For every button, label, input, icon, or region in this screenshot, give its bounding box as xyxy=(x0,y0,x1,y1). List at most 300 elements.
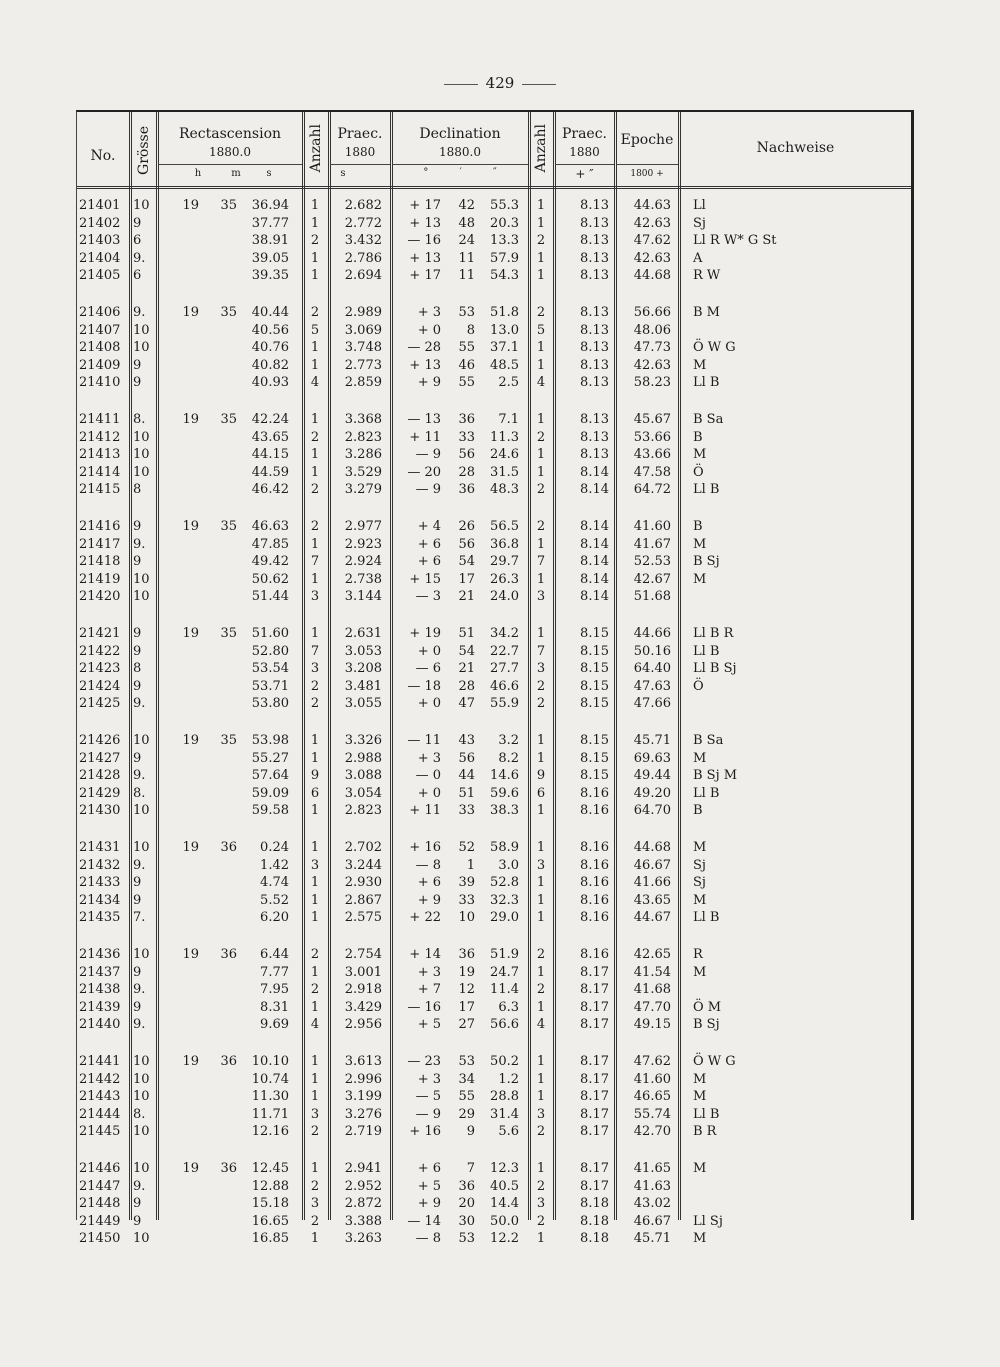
count-1: 2 xyxy=(310,519,320,534)
praec-decl: 8.13 xyxy=(580,305,609,320)
count-2: 1 xyxy=(536,464,546,480)
decl-minutes: 56 xyxy=(458,536,475,552)
ra-minutes: 35 xyxy=(220,305,237,320)
nachweise: B xyxy=(693,519,703,534)
ra-seconds: 59.09 xyxy=(251,785,289,801)
ra-seconds: 38.91 xyxy=(251,233,289,248)
ra-seconds: 53.80 xyxy=(251,696,289,711)
decl-degrees: + 5 xyxy=(417,1178,441,1194)
count-2: 1 xyxy=(536,412,546,427)
praec-ra: 3.388 xyxy=(344,1213,382,1229)
nachweise: M xyxy=(693,1161,707,1176)
praec-decl: 8.16 xyxy=(580,857,609,873)
nachweise: B Sa xyxy=(693,412,724,427)
ra-seconds: 44.59 xyxy=(251,464,289,480)
praec-ra: 2.773 xyxy=(344,357,382,373)
ra-seconds: 12.45 xyxy=(251,1161,289,1176)
star-number: 21426 xyxy=(79,733,121,748)
header-praec-1-unit: s xyxy=(340,168,346,179)
decl-degrees: + 22 xyxy=(409,910,441,925)
subheader-rule xyxy=(616,164,678,165)
decl-minutes: 21 xyxy=(458,661,475,676)
epoche: 43.65 xyxy=(633,892,671,908)
ra-seconds: 57.64 xyxy=(251,768,289,783)
count-1: 3 xyxy=(310,1106,320,1122)
count-1: 1 xyxy=(310,340,320,355)
praec-decl: 8.13 xyxy=(580,412,609,427)
ra-seconds: 42.24 xyxy=(251,412,289,427)
count-2: 3 xyxy=(536,661,546,676)
ra-seconds: 40.44 xyxy=(251,305,289,320)
praec-decl: 8.17 xyxy=(580,1054,609,1069)
decl-minutes: 48 xyxy=(458,215,475,231)
header-epoche: Epoche xyxy=(620,132,674,148)
header-epoche-sub: 1800 + xyxy=(630,169,664,179)
table-row xyxy=(77,1017,911,1035)
praec-decl: 8.15 xyxy=(580,626,609,641)
count-2: 1 xyxy=(536,733,546,748)
decl-degrees: + 3 xyxy=(417,1071,441,1087)
count-2: 1 xyxy=(536,447,546,462)
star-number: 21413 xyxy=(79,447,121,462)
table-row xyxy=(77,198,911,216)
magnitude: 10 xyxy=(133,1071,150,1087)
epoche: 41.66 xyxy=(633,875,671,890)
decl-minutes: 44 xyxy=(458,768,475,783)
decl-seconds: 56.6 xyxy=(490,1017,519,1032)
decl-minutes: 7 xyxy=(466,1161,475,1176)
nachweise: M xyxy=(693,357,707,373)
header-ra-title: Rectascension xyxy=(178,126,282,142)
ra-seconds: 16.85 xyxy=(251,1231,289,1246)
decl-degrees: + 7 xyxy=(417,982,441,997)
header-no: No. xyxy=(90,148,116,164)
epoche: 41.60 xyxy=(633,519,671,534)
subheader-rule xyxy=(330,164,390,165)
decl-degrees: + 17 xyxy=(409,268,441,283)
praec-ra: 2.867 xyxy=(344,892,382,908)
header-declination: Declination xyxy=(419,126,501,142)
epoche: 43.66 xyxy=(633,447,671,462)
star-number: 21422 xyxy=(79,643,121,659)
star-number: 21431 xyxy=(79,840,121,855)
magnitude: 10 xyxy=(133,947,150,962)
star-number: 21445 xyxy=(79,1124,121,1139)
decl-minutes: 53 xyxy=(458,1231,475,1246)
star-number: 21447 xyxy=(79,1178,121,1194)
header-ra-m: m xyxy=(231,168,241,179)
praec-decl: 8.14 xyxy=(580,464,609,480)
decl-degrees: — 16 xyxy=(407,999,441,1015)
star-number: 21402 xyxy=(79,215,121,231)
decl-minutes: 51 xyxy=(458,785,475,801)
decl-seconds: 20.3 xyxy=(490,215,519,231)
star-number: 21442 xyxy=(79,1071,121,1087)
decl-seconds: 22.7 xyxy=(490,643,519,659)
decl-seconds: 59.6 xyxy=(490,785,519,801)
epoche: 42.65 xyxy=(633,947,671,962)
praec-ra: 3.244 xyxy=(344,857,382,873)
decl-seconds: 36.8 xyxy=(490,536,519,552)
count-2: 1 xyxy=(536,875,546,890)
decl-seconds: 32.3 xyxy=(490,892,519,908)
table-row xyxy=(77,1000,911,1018)
decl-seconds: 27.7 xyxy=(490,661,519,676)
count-1: 1 xyxy=(310,1071,320,1087)
count-2: 1 xyxy=(536,1071,546,1087)
table-row xyxy=(77,786,911,804)
table-row xyxy=(77,751,911,769)
header-nachweise: Nachweise xyxy=(756,140,835,156)
decl-seconds: 26.3 xyxy=(490,571,519,587)
epoche: 46.65 xyxy=(633,1089,671,1104)
decl-degrees: — 20 xyxy=(407,464,441,480)
decl-seconds: 40.5 xyxy=(490,1178,519,1194)
praec-ra: 2.823 xyxy=(344,803,382,818)
praec-ra: 2.631 xyxy=(344,626,382,641)
epoche: 41.60 xyxy=(633,1071,671,1087)
ra-seconds: 40.93 xyxy=(251,375,289,390)
star-number: 21421 xyxy=(79,626,121,641)
count-2: 1 xyxy=(536,357,546,373)
table-row xyxy=(77,965,911,983)
table-row xyxy=(77,268,911,286)
count-2: 1 xyxy=(536,1231,546,1246)
nachweise: B Sj xyxy=(693,554,720,569)
epoche: 47.70 xyxy=(633,999,671,1015)
star-number: 21406 xyxy=(79,305,121,320)
magnitude: 9 xyxy=(133,875,142,890)
ra-seconds: 11.71 xyxy=(251,1106,289,1122)
decl-minutes: 24 xyxy=(458,233,475,248)
nachweise: Ll Sj xyxy=(693,1213,723,1229)
decl-degrees: + 0 xyxy=(417,696,441,711)
nachweise: M xyxy=(693,1089,707,1104)
count-2: 7 xyxy=(536,643,546,659)
table-row xyxy=(77,696,911,714)
praec-decl: 8.18 xyxy=(580,1231,609,1246)
star-number: 21444 xyxy=(79,1106,121,1122)
praec-ra: 2.694 xyxy=(344,268,382,283)
ra-seconds: 10.74 xyxy=(251,1071,289,1087)
magnitude: 8 xyxy=(133,482,142,497)
magnitude: 9. xyxy=(133,536,146,552)
magnitude: 9 xyxy=(133,215,142,231)
epoche: 45.67 xyxy=(633,412,671,427)
ra-seconds: 43.65 xyxy=(251,429,289,445)
decl-minutes: 55 xyxy=(458,375,475,390)
epoche: 46.67 xyxy=(633,1213,671,1229)
decl-degrees: + 19 xyxy=(409,626,441,641)
magnitude: 10 xyxy=(133,1089,150,1104)
decl-seconds: 24.7 xyxy=(490,964,519,980)
table-row xyxy=(77,430,911,448)
epoche: 64.40 xyxy=(633,661,671,676)
decl-degrees: — 9 xyxy=(415,447,441,462)
nachweise: M xyxy=(693,536,707,552)
table-row xyxy=(77,803,911,821)
count-2: 1 xyxy=(536,340,546,355)
ra-seconds: 15.18 xyxy=(251,1196,289,1211)
nachweise: M xyxy=(693,1231,707,1246)
praec-ra: 3.055 xyxy=(344,696,382,711)
praec-ra: 3.001 xyxy=(344,964,382,980)
epoche: 48.06 xyxy=(633,322,671,338)
decl-degrees: — 3 xyxy=(415,589,441,604)
magnitude: 10 xyxy=(133,198,150,213)
count-1: 1 xyxy=(310,412,320,427)
star-number: 21414 xyxy=(79,464,121,480)
count-2: 4 xyxy=(536,375,546,390)
praec-ra: 3.054 xyxy=(344,785,382,801)
ra-minutes: 35 xyxy=(220,198,237,213)
decl-degrees: — 6 xyxy=(415,661,441,676)
nachweise: Ö W G xyxy=(693,340,736,355)
magnitude: 9. xyxy=(133,696,146,711)
praec-decl: 8.13 xyxy=(580,250,609,266)
star-number: 21438 xyxy=(79,982,121,997)
praec-ra: 2.918 xyxy=(344,982,382,997)
magnitude: 10 xyxy=(133,447,150,462)
praec-ra: 2.924 xyxy=(344,554,382,569)
decl-degrees: — 14 xyxy=(407,1213,441,1229)
decl-minutes: 9 xyxy=(466,1124,475,1139)
magnitude: 8. xyxy=(133,785,146,801)
table-row xyxy=(77,1179,911,1197)
praec-decl: 8.13 xyxy=(580,447,609,462)
nachweise: Ll B Sj xyxy=(693,661,737,676)
table-row xyxy=(77,1054,911,1072)
decl-seconds: 57.9 xyxy=(490,250,519,266)
epoche: 41.54 xyxy=(633,964,671,980)
count-2: 3 xyxy=(536,1196,546,1211)
epoche: 42.67 xyxy=(633,571,671,587)
magnitude: 10 xyxy=(133,803,150,818)
star-number: 21443 xyxy=(79,1089,121,1104)
praec-ra: 3.613 xyxy=(344,1054,382,1069)
epoche: 44.63 xyxy=(633,198,671,213)
decl-degrees: + 6 xyxy=(417,875,441,890)
star-number: 21450 xyxy=(79,1231,121,1246)
epoche: 43.02 xyxy=(633,1196,671,1211)
praec-decl: 8.17 xyxy=(580,964,609,980)
table-row xyxy=(77,375,911,393)
decl-minutes: 36 xyxy=(458,947,475,962)
ra-seconds: 47.85 xyxy=(251,536,289,552)
decl-degrees: — 8 xyxy=(415,857,441,873)
nachweise: Ll R W* G St xyxy=(693,233,777,248)
magnitude: 10 xyxy=(133,840,150,855)
decl-seconds: 55.3 xyxy=(490,198,519,213)
count-1: 2 xyxy=(310,1213,320,1229)
praec-decl: 8.16 xyxy=(580,785,609,801)
praec-ra: 3.326 xyxy=(344,733,382,748)
ra-hours: 19 xyxy=(182,519,199,534)
ra-minutes: 36 xyxy=(220,1161,237,1176)
count-1: 1 xyxy=(310,198,320,213)
ra-seconds: 10.10 xyxy=(251,1054,289,1069)
decl-minutes: 53 xyxy=(458,1054,475,1069)
count-2: 1 xyxy=(536,892,546,908)
decl-minutes: 55 xyxy=(458,340,475,355)
decl-minutes: 52 xyxy=(458,840,475,855)
epoche: 47.73 xyxy=(633,340,671,355)
decl-degrees: + 4 xyxy=(417,519,441,534)
praec-ra: 3.529 xyxy=(344,464,382,480)
table-row xyxy=(77,644,911,662)
star-number: 21435 xyxy=(79,910,121,925)
praec-decl: 8.17 xyxy=(580,982,609,997)
decl-minutes: 36 xyxy=(458,482,475,497)
count-1: 2 xyxy=(310,233,320,248)
table-row xyxy=(77,910,911,928)
nachweise: Ll B xyxy=(693,375,720,390)
ra-seconds: 59.58 xyxy=(251,803,289,818)
decl-seconds: 12.3 xyxy=(490,1161,519,1176)
count-1: 1 xyxy=(310,626,320,641)
epoche: 47.62 xyxy=(633,233,671,248)
epoche: 64.70 xyxy=(633,803,671,818)
decl-degrees: + 13 xyxy=(409,215,441,231)
magnitude: 9 xyxy=(133,892,142,908)
magnitude: 9 xyxy=(133,519,142,534)
decl-minutes: 51 xyxy=(458,626,475,641)
table-row xyxy=(77,537,911,555)
magnitude: 9 xyxy=(133,999,142,1015)
epoche: 52.53 xyxy=(633,554,671,569)
nachweise: Ll B xyxy=(693,643,720,659)
praec-ra: 2.977 xyxy=(344,519,382,534)
epoche: 42.63 xyxy=(633,357,671,373)
praec-decl: 8.13 xyxy=(580,268,609,283)
header-decl-epoch: 1880.0 xyxy=(439,145,481,159)
header-anzahl-1: Anzahl xyxy=(308,124,324,173)
ra-minutes: 35 xyxy=(220,733,237,748)
decl-minutes: 46 xyxy=(458,357,475,373)
epoche: 49.20 xyxy=(633,785,671,801)
magnitude: 10 xyxy=(133,589,150,604)
count-2: 2 xyxy=(536,982,546,997)
table-row xyxy=(77,519,911,537)
count-1: 2 xyxy=(310,429,320,445)
praec-ra: 2.988 xyxy=(344,750,382,766)
praec-decl: 8.15 xyxy=(580,661,609,676)
decl-degrees: + 16 xyxy=(409,1124,441,1139)
praec-decl: 8.18 xyxy=(580,1213,609,1229)
decl-seconds: 51.9 xyxy=(490,947,519,962)
ra-hours: 19 xyxy=(182,1054,199,1069)
praec-ra: 2.859 xyxy=(344,375,382,390)
praec-decl: 8.14 xyxy=(580,536,609,552)
magnitude: 10 xyxy=(133,1054,150,1069)
count-1: 7 xyxy=(310,643,320,659)
decl-degrees: + 11 xyxy=(409,803,441,818)
decl-seconds: 29.0 xyxy=(490,910,519,925)
count-1: 1 xyxy=(310,1089,320,1104)
count-2: 1 xyxy=(536,571,546,587)
decl-degrees: + 13 xyxy=(409,250,441,266)
decl-minutes: 21 xyxy=(458,589,475,604)
count-2: 2 xyxy=(536,696,546,711)
table-row xyxy=(77,679,911,697)
ra-seconds: 46.42 xyxy=(251,482,289,497)
praec-decl: 8.17 xyxy=(580,1161,609,1176)
praec-decl: 8.16 xyxy=(580,892,609,908)
count-2: 5 xyxy=(536,322,546,338)
count-2: 2 xyxy=(536,1178,546,1194)
decl-minutes: 34 xyxy=(458,1071,475,1087)
ra-seconds: 7.77 xyxy=(260,964,289,980)
star-number: 21412 xyxy=(79,429,121,445)
decl-seconds: 3.2 xyxy=(498,733,519,748)
ra-seconds: 39.05 xyxy=(251,250,289,266)
nachweise: B xyxy=(693,429,703,445)
decl-seconds: 37.1 xyxy=(490,340,519,355)
nachweise: B Sa xyxy=(693,733,724,748)
magnitude: 9 xyxy=(133,750,142,766)
table-row xyxy=(77,661,911,679)
decl-seconds: 12.2 xyxy=(490,1231,519,1246)
count-2: 2 xyxy=(536,678,546,694)
count-1: 1 xyxy=(310,875,320,890)
decl-minutes: 39 xyxy=(458,875,475,890)
decl-seconds: 58.9 xyxy=(490,840,519,855)
decl-seconds: 50.0 xyxy=(490,1213,519,1229)
decl-seconds: 8.2 xyxy=(498,750,519,766)
epoche: 47.66 xyxy=(633,696,671,711)
star-number: 21407 xyxy=(79,322,121,338)
ra-minutes: 35 xyxy=(220,519,237,534)
count-1: 2 xyxy=(310,678,320,694)
table-row xyxy=(77,447,911,465)
decl-degrees: + 9 xyxy=(417,375,441,390)
table-row xyxy=(77,216,911,234)
table-row xyxy=(77,875,911,893)
praec-decl: 8.13 xyxy=(580,322,609,338)
epoche: 51.68 xyxy=(633,589,671,604)
decl-minutes: 17 xyxy=(458,999,475,1015)
decl-seconds: 7.1 xyxy=(498,412,519,427)
ra-hours: 19 xyxy=(182,840,199,855)
decl-seconds: 28.8 xyxy=(490,1089,519,1104)
decl-degrees: + 6 xyxy=(417,1161,441,1176)
table-row xyxy=(77,358,911,376)
nachweise: Ll B xyxy=(693,1106,720,1122)
nachweise: Ö xyxy=(693,464,704,480)
decl-minutes: 28 xyxy=(458,464,475,480)
magnitude: 9 xyxy=(133,626,142,641)
decl-degrees: — 18 xyxy=(407,678,441,694)
nachweise: Ll B xyxy=(693,910,720,925)
ra-hours: 19 xyxy=(182,947,199,962)
decl-minutes: 56 xyxy=(458,750,475,766)
count-2: 3 xyxy=(536,589,546,604)
ra-minutes: 36 xyxy=(220,947,237,962)
decl-degrees: + 13 xyxy=(409,357,441,373)
star-number: 21430 xyxy=(79,803,121,818)
table-row xyxy=(77,1072,911,1090)
table-row xyxy=(77,840,911,858)
count-2: 1 xyxy=(536,999,546,1015)
star-number: 21409 xyxy=(79,357,121,373)
table-row xyxy=(77,589,911,607)
count-2: 9 xyxy=(536,768,546,783)
star-number: 21404 xyxy=(79,250,121,266)
ra-minutes: 36 xyxy=(220,1054,237,1069)
ra-seconds: 40.76 xyxy=(251,340,289,355)
table-row xyxy=(77,982,911,1000)
nachweise: M xyxy=(693,1071,707,1087)
